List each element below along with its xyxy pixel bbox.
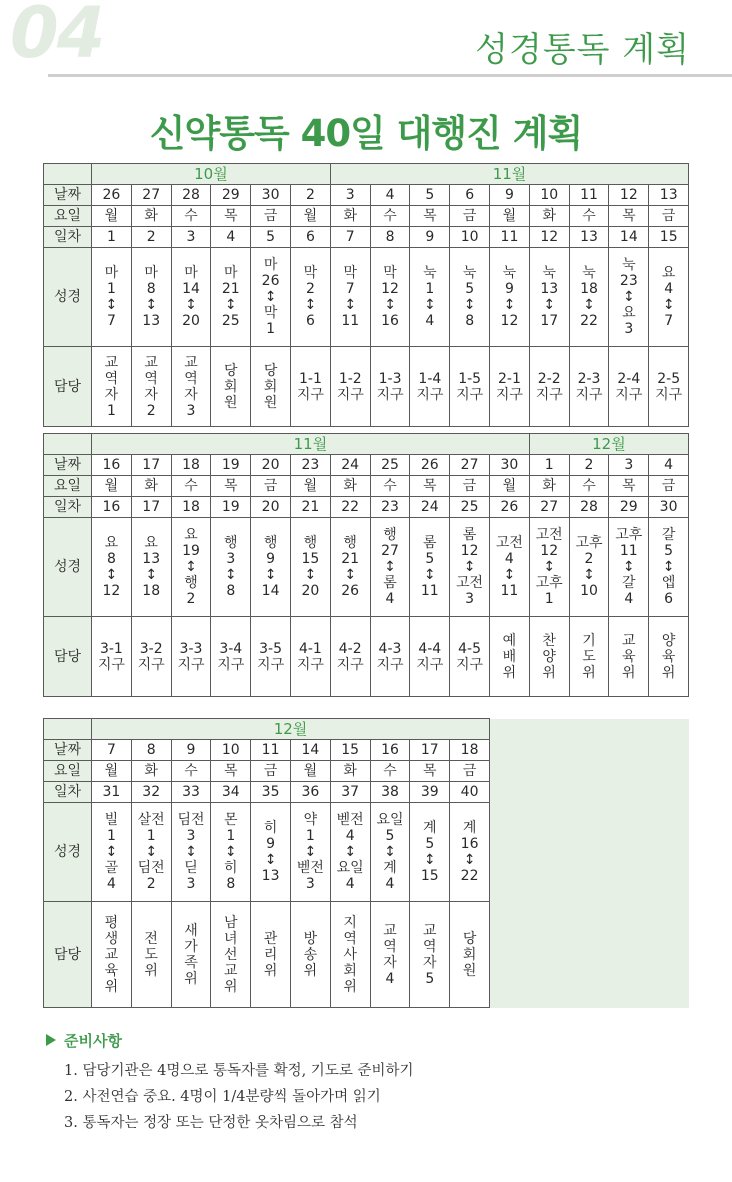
corner-cell	[44, 164, 92, 185]
charge-cell: 전 도 위	[131, 902, 171, 1008]
bible-range-cell: 눅 13 ↕ 17	[529, 248, 569, 347]
bible-range-cell: 막 2 ↕ 6	[290, 248, 330, 347]
weekday-cell: 화	[330, 206, 370, 227]
weekday-cell: 목	[211, 476, 251, 497]
weekday-cell: 월	[92, 476, 132, 497]
date-cell: 14	[290, 740, 330, 761]
date-cell: 13	[649, 185, 689, 206]
day-number-cell: 36	[290, 782, 330, 803]
date-cell: 3	[609, 455, 649, 476]
day-number-cell: 9	[410, 227, 450, 248]
charge-cell: 찬 양 위	[529, 617, 569, 697]
bible-range-cell: 눅 18 ↕ 22	[569, 248, 609, 347]
day-number-cell: 34	[211, 782, 251, 803]
weekday-cell: 화	[131, 206, 171, 227]
weekday-cell: 월	[490, 206, 530, 227]
weekday-cell: 월	[489, 476, 529, 497]
charge-cell: 4-4 지구	[410, 617, 450, 697]
day-number-cell: 23	[370, 497, 410, 518]
weekday-cell: 금	[450, 206, 490, 227]
weekday-cell: 목	[609, 476, 649, 497]
day-number-cell: 18	[171, 497, 211, 518]
preparation-list	[64, 1058, 413, 1136]
weekday-cell: 화	[330, 761, 370, 782]
bible-range-cell: 행 3 ↕ 8	[211, 518, 251, 617]
row-label-date: 날짜	[44, 740, 92, 761]
charge-cell: 평 생 교 육 위	[92, 902, 132, 1008]
weekday-cell: 화	[131, 761, 171, 782]
day-number-cell: 14	[609, 227, 649, 248]
date-cell: 19	[211, 455, 251, 476]
plan-table-1	[43, 163, 689, 427]
bible-range-cell: 행 15 ↕ 20	[290, 518, 330, 617]
bible-range-cell: 빌 1 ↕ 골 4	[92, 803, 132, 902]
weekday-cell: 월	[92, 761, 132, 782]
preparation-item: 3. 통독자는 정장 또는 단정한 옷차림으로 참석	[64, 1115, 358, 1131]
charge-cell: 1-5 지구	[450, 347, 490, 427]
weekday-cell: 화	[529, 206, 569, 227]
date-cell: 29	[211, 185, 251, 206]
day-number-cell: 8	[370, 227, 410, 248]
bible-range-cell: 마 26 ↕ 막 1	[251, 248, 291, 347]
weekday-cell: 목	[410, 476, 450, 497]
date-cell: 7	[92, 740, 132, 761]
date-cell: 9	[490, 185, 530, 206]
charge-cell: 1-2 지구	[330, 347, 370, 427]
bible-range-cell: 행 9 ↕ 14	[251, 518, 291, 617]
row-label-bible: 성경	[44, 248, 92, 347]
charge-cell: 1-1 지구	[290, 347, 330, 427]
bible-range-cell: 살전 1 ↕ 딤전 2	[131, 803, 171, 902]
bible-range-cell: 요 8 ↕ 12	[92, 518, 132, 617]
date-cell: 26	[92, 185, 132, 206]
charge-cell: 남 녀 선 교 위	[211, 902, 251, 1008]
bible-range-cell: 롬 5 ↕ 11	[410, 518, 450, 617]
date-cell: 6	[450, 185, 490, 206]
corner-cell	[44, 434, 92, 455]
charge-cell: 3-2 지구	[131, 617, 171, 697]
day-number-cell: 32	[131, 782, 171, 803]
charge-cell: 교 역 자 1	[92, 347, 132, 427]
preparation-heading	[46, 1030, 122, 1051]
day-number-cell: 4	[211, 227, 251, 248]
row-label-weekday: 요일	[44, 206, 92, 227]
charge-cell: 4-1 지구	[290, 617, 330, 697]
bible-range-cell: 눅 5 ↕ 8	[450, 248, 490, 347]
bible-range-cell: 딤전 3 ↕ 딛 3	[171, 803, 211, 902]
row-label-date: 날짜	[44, 455, 92, 476]
weekday-cell: 금	[450, 761, 490, 782]
date-cell: 15	[330, 740, 370, 761]
weekday-cell: 월	[92, 206, 132, 227]
bible-range-cell: 히 9 ↕ 13	[251, 803, 291, 902]
day-number-cell: 1	[92, 227, 132, 248]
bible-range-cell: 마 14 ↕ 20	[171, 248, 211, 347]
charge-cell: 2-5 지구	[649, 347, 689, 427]
day-number-cell: 2	[131, 227, 171, 248]
preparation-item: 1. 담당기관은 4명으로 통독자를 확정, 기도로 준비하기	[64, 1063, 414, 1079]
charge-cell: 1-4 지구	[410, 347, 450, 427]
day-number-cell: 35	[251, 782, 291, 803]
date-cell: 4	[370, 185, 410, 206]
weekday-cell: 금	[450, 476, 490, 497]
day-number-cell: 15	[649, 227, 689, 248]
weekday-cell: 금	[251, 476, 291, 497]
charge-cell: 관 리 위	[251, 902, 291, 1008]
weekday-cell: 목	[211, 761, 251, 782]
day-number-cell: 19	[211, 497, 251, 518]
month-header: 11월	[330, 164, 688, 185]
date-cell: 23	[290, 455, 330, 476]
weekday-cell: 월	[290, 206, 330, 227]
charge-cell: 3-5 지구	[251, 617, 291, 697]
date-cell: 27	[450, 455, 490, 476]
day-number-cell: 33	[171, 782, 211, 803]
bible-range-cell: 요 13 ↕ 18	[131, 518, 171, 617]
blank-area	[490, 719, 689, 1008]
date-cell: 18	[171, 455, 211, 476]
day-number-cell: 16	[92, 497, 132, 518]
bible-range-cell: 몬 1 ↕ 히 8	[211, 803, 251, 902]
weekday-cell: 수	[569, 476, 609, 497]
corner-cell	[44, 719, 92, 740]
weekday-cell: 화	[330, 476, 370, 497]
bible-range-cell: 마 21 ↕ 25	[211, 248, 251, 347]
day-number-cell: 30	[649, 497, 689, 518]
row-label-day: 일차	[44, 497, 92, 518]
chapter-number: 04	[10, 0, 104, 74]
row-label-date: 날짜	[44, 185, 92, 206]
weekday-cell: 금	[251, 761, 291, 782]
preparation-item: 2. 사전연습 중요. 4명이 1/4분량씩 돌아가며 읽기	[64, 1089, 381, 1105]
charge-cell: 3-4 지구	[211, 617, 251, 697]
date-cell: 1	[529, 455, 569, 476]
day-number-cell: 27	[529, 497, 569, 518]
charge-cell: 당 회 원	[211, 347, 251, 427]
weekday-cell: 수	[171, 476, 211, 497]
day-number-cell: 29	[609, 497, 649, 518]
month-header: 11월	[92, 434, 530, 455]
day-number-cell: 7	[330, 227, 370, 248]
date-cell: 18	[450, 740, 490, 761]
month-header: 10월	[92, 164, 331, 185]
row-label-bible: 성경	[44, 803, 92, 902]
day-number-cell: 6	[290, 227, 330, 248]
charge-cell: 새 가 족 위	[171, 902, 211, 1008]
bible-range-cell: 눅 1 ↕ 4	[410, 248, 450, 347]
weekday-cell: 수	[569, 206, 609, 227]
day-number-cell: 31	[92, 782, 132, 803]
bible-range-cell: 눅 9 ↕ 12	[490, 248, 530, 347]
header-divider	[48, 74, 732, 77]
charge-cell: 교 역 자 4	[370, 902, 410, 1008]
charge-cell: 교 역 자 2	[131, 347, 171, 427]
bible-range-cell: 고전 12 ↕ 고후 1	[529, 518, 569, 617]
triangle-bullet-icon	[46, 1034, 56, 1046]
day-number-cell: 20	[251, 497, 291, 518]
row-label-charge: 담당	[44, 617, 92, 697]
bible-range-cell: 갈 5 ↕ 엡 6	[649, 518, 689, 617]
date-cell: 27	[131, 185, 171, 206]
charge-cell: 2-4 지구	[609, 347, 649, 427]
charge-cell: 교 육 위	[609, 617, 649, 697]
day-number-cell: 21	[290, 497, 330, 518]
weekday-cell: 화	[529, 476, 569, 497]
day-number-cell: 28	[569, 497, 609, 518]
charge-cell: 2-2 지구	[529, 347, 569, 427]
bible-range-cell: 막 7 ↕ 11	[330, 248, 370, 347]
day-number-cell: 39	[410, 782, 450, 803]
date-cell: 16	[92, 455, 132, 476]
date-cell: 28	[171, 185, 211, 206]
charge-cell: 1-3 지구	[370, 347, 410, 427]
charge-cell: 당 회 원	[251, 347, 291, 427]
weekday-cell: 금	[649, 476, 689, 497]
bible-range-cell: 행 21 ↕ 26	[330, 518, 370, 617]
bible-range-cell: 마 1 ↕ 7	[92, 248, 132, 347]
row-label-charge: 담당	[44, 902, 92, 1008]
charge-cell: 당 회 원	[450, 902, 490, 1008]
bible-range-cell: 롬 12 ↕ 고전 3	[450, 518, 490, 617]
plan-table-3	[43, 718, 689, 1008]
row-label-day: 일차	[44, 782, 92, 803]
day-number-cell: 40	[450, 782, 490, 803]
charge-cell: 3-1 지구	[92, 617, 132, 697]
day-number-cell: 38	[370, 782, 410, 803]
date-cell: 2	[569, 455, 609, 476]
day-number-cell: 26	[489, 497, 529, 518]
row-label-bible: 성경	[44, 518, 92, 617]
day-number-cell: 11	[490, 227, 530, 248]
date-cell: 11	[251, 740, 291, 761]
weekday-cell: 목	[410, 761, 450, 782]
date-cell: 11	[569, 185, 609, 206]
charge-cell: 4-3 지구	[370, 617, 410, 697]
day-number-cell: 3	[171, 227, 211, 248]
charge-cell: 양 육 위	[649, 617, 689, 697]
bible-range-cell: 요 4 ↕ 7	[649, 248, 689, 347]
bible-range-cell: 요 19 ↕ 행 2	[171, 518, 211, 617]
day-number-cell: 22	[330, 497, 370, 518]
weekday-cell: 목	[609, 206, 649, 227]
section-title: 성경통독 계획	[475, 30, 690, 70]
charge-cell: 예 배 위	[489, 617, 529, 697]
weekday-cell: 월	[290, 476, 330, 497]
date-cell: 24	[330, 455, 370, 476]
day-number-cell: 24	[410, 497, 450, 518]
charge-cell: 2-3 지구	[569, 347, 609, 427]
date-cell: 26	[410, 455, 450, 476]
weekday-cell: 수	[370, 206, 410, 227]
day-number-cell: 12	[529, 227, 569, 248]
day-number-cell: 10	[450, 227, 490, 248]
row-label-day: 일차	[44, 227, 92, 248]
charge-cell: 4-5 지구	[450, 617, 490, 697]
day-number-cell: 5	[251, 227, 291, 248]
month-header: 12월	[529, 434, 688, 455]
weekday-cell: 수	[171, 206, 211, 227]
charge-cell: 교 역 자 5	[410, 902, 450, 1008]
day-number-cell: 25	[450, 497, 490, 518]
date-cell: 10	[529, 185, 569, 206]
charge-cell: 4-2 지구	[330, 617, 370, 697]
date-cell: 9	[171, 740, 211, 761]
charge-cell: 교 역 자 3	[171, 347, 211, 427]
bible-range-cell: 계 5 ↕ 15	[410, 803, 450, 902]
weekday-cell: 목	[410, 206, 450, 227]
date-cell: 3	[330, 185, 370, 206]
day-number-cell: 13	[569, 227, 609, 248]
weekday-cell: 목	[211, 206, 251, 227]
weekday-cell: 금	[251, 206, 291, 227]
preparation-heading-text: 준비사항	[64, 1032, 122, 1050]
charge-cell: 2-1 지구	[490, 347, 530, 427]
date-cell: 17	[131, 455, 171, 476]
weekday-cell: 수	[370, 476, 410, 497]
weekday-cell: 수	[370, 761, 410, 782]
bible-range-cell: 고후 11 ↕ 갈 4	[609, 518, 649, 617]
bible-range-cell: 막 12 ↕ 16	[370, 248, 410, 347]
bible-range-cell: 고후 2 ↕ 10	[569, 518, 609, 617]
date-cell: 2	[290, 185, 330, 206]
charge-cell: 지 역 사 회 위	[330, 902, 370, 1008]
bible-range-cell: 마 8 ↕ 13	[131, 248, 171, 347]
plan-table-2	[43, 433, 689, 697]
day-number-cell: 37	[330, 782, 370, 803]
date-cell: 25	[370, 455, 410, 476]
date-cell: 20	[251, 455, 291, 476]
charge-cell: 방 송 위	[290, 902, 330, 1008]
date-cell: 30	[489, 455, 529, 476]
bible-range-cell: 요일 5 ↕ 계 4	[370, 803, 410, 902]
date-cell: 16	[370, 740, 410, 761]
date-cell: 5	[410, 185, 450, 206]
bible-range-cell: 행 27 ↕ 롬 4	[370, 518, 410, 617]
bible-range-cell: 고전 4 ↕ 11	[489, 518, 529, 617]
weekday-cell: 금	[649, 206, 689, 227]
date-cell: 4	[649, 455, 689, 476]
weekday-cell: 수	[171, 761, 211, 782]
date-cell: 8	[131, 740, 171, 761]
bible-range-cell: 약 1 ↕ 벧전 3	[290, 803, 330, 902]
date-cell: 30	[251, 185, 291, 206]
row-label-charge: 담당	[44, 347, 92, 427]
page-title: 신약통독 40일 대행진 계획	[149, 112, 583, 155]
bible-range-cell: 눅 23 ↕ 요 3	[609, 248, 649, 347]
month-header: 12월	[92, 719, 490, 740]
weekday-cell: 월	[290, 761, 330, 782]
bible-range-cell: 벧전 4 ↕ 요일 4	[330, 803, 370, 902]
date-cell: 10	[211, 740, 251, 761]
weekday-cell: 화	[131, 476, 171, 497]
charge-cell: 3-3 지구	[171, 617, 211, 697]
bible-range-cell: 계 16 ↕ 22	[450, 803, 490, 902]
date-cell: 17	[410, 740, 450, 761]
charge-cell: 기 도 위	[569, 617, 609, 697]
date-cell: 12	[609, 185, 649, 206]
row-label-weekday: 요일	[44, 761, 92, 782]
day-number-cell: 17	[131, 497, 171, 518]
row-label-weekday: 요일	[44, 476, 92, 497]
